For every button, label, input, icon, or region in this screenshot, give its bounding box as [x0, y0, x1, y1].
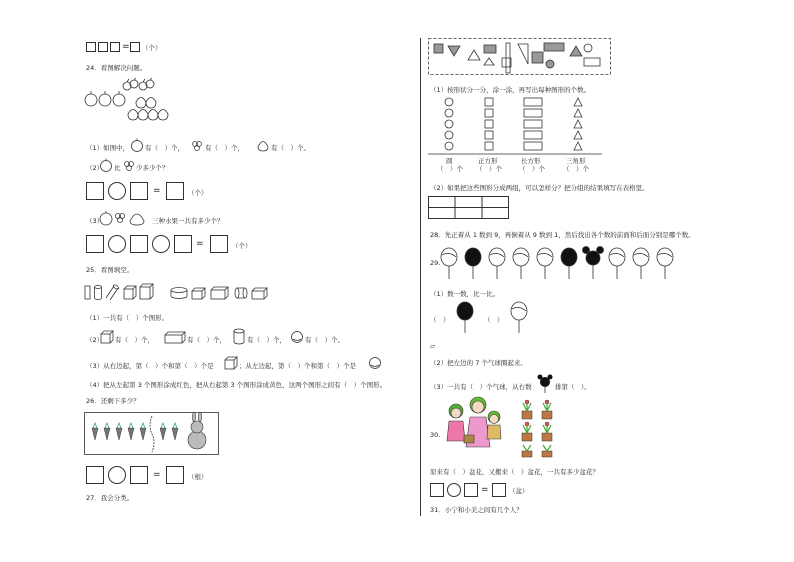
small-mark: ▱ — [430, 342, 435, 350]
q25-p2-cylinder-count: 有（ ）个， — [247, 336, 286, 344]
answer-box[interactable] — [86, 182, 104, 200]
count-blank[interactable]: （ ）个 — [476, 165, 502, 173]
q27-p1: （1）按形状分一分，涂一涂，再写出每种图形的个数。 — [430, 86, 591, 94]
striped-balloon-icon — [509, 300, 529, 334]
q24-p3-prefix: （3） — [86, 217, 104, 225]
sphere-icon — [368, 356, 382, 370]
cube-icon — [224, 356, 238, 370]
fruit-illustration — [84, 78, 174, 136]
balloon-row — [440, 246, 690, 280]
unit-label: （个） — [232, 242, 252, 250]
answer-box[interactable] — [430, 483, 444, 497]
shape-count-chart — [428, 96, 604, 156]
operator-circle[interactable] — [108, 235, 126, 253]
answer-box[interactable] — [86, 42, 96, 52]
q24-p3-suffix: 三种水果一共有多少个？ — [152, 217, 224, 225]
answer-box[interactable] — [98, 42, 108, 52]
q29-p3: （3）一共有（ ）个气球，从右数 — [430, 383, 532, 391]
q25-p3: （3）从右边起，第（ ）个和第（ ）个是 — [86, 362, 214, 370]
column-divider — [420, 38, 421, 516]
apple-icon — [99, 158, 113, 172]
count-blank[interactable]: （ ）个 — [437, 165, 463, 173]
q27-title: 27．我会分类。 — [86, 494, 134, 502]
count-blank[interactable]: （ ） — [430, 316, 450, 324]
q29-p2: （2）把左边的 7 个气球圈起来。 — [430, 359, 527, 367]
unit-label: （盆） — [509, 487, 529, 495]
q24-p2-suffix: 少多少个？ — [136, 164, 169, 172]
q26-title: 26．还剩下多少？ — [86, 397, 140, 405]
operator-circle[interactable] — [108, 466, 126, 484]
equals-sign: = — [481, 485, 489, 495]
q25-p2-prefix: （2） — [86, 336, 104, 344]
answer-box[interactable] — [130, 466, 148, 484]
answer-box[interactable] — [174, 235, 192, 253]
q29-p1: （1）数一数，比一比。 — [430, 290, 500, 298]
peach-icon — [256, 138, 270, 152]
fruit-icons-row — [98, 210, 154, 226]
bear-balloon-icon — [537, 373, 553, 393]
q29-number: 29. — [430, 259, 441, 267]
mixed-shapes-box — [428, 38, 612, 76]
sphere-icon — [290, 330, 304, 344]
carrot-illustration — [84, 412, 220, 456]
answer-box[interactable] — [130, 235, 148, 253]
equals-sign: = — [153, 470, 161, 480]
q24-p1-grape-count: 有（ ）个， — [205, 144, 244, 152]
cuboid-icon — [164, 330, 186, 344]
equals-sign: = — [153, 186, 161, 196]
q25-p2-cuboid-count: 有（ ）个， — [187, 336, 226, 344]
q27-p2: （2）如果把这些图形分成两组，可以怎样分？把分组的结果填写在表格里。 — [430, 184, 649, 192]
operator-circle[interactable] — [447, 483, 461, 497]
answer-box[interactable] — [86, 466, 104, 484]
q31-text: 31．小宁和小美之间有几个人？ — [430, 506, 523, 514]
q24-p2-compare: 比 — [114, 164, 121, 172]
q28-text: 28．先正着从 1 数到 9，再倒着从 9 数到 1，然后找出各个数的前面和后面分别是哪个数。 — [430, 231, 695, 239]
count-blank[interactable]: （ ）个 — [563, 165, 589, 173]
q30-number: 30. — [430, 431, 441, 439]
answer-box[interactable] — [166, 182, 184, 200]
answer-box[interactable] — [110, 42, 120, 52]
cylinder-icon — [232, 328, 246, 346]
label-triangle: 三角形 — [566, 157, 586, 165]
answer-box[interactable] — [130, 42, 140, 52]
label-rectangle: 长方形 — [521, 157, 541, 165]
operator-circle[interactable] — [152, 235, 170, 253]
count-blank[interactable]: （ ）个 — [519, 165, 545, 173]
unit-label: （个） — [188, 189, 208, 197]
q25-p1: （1）一共有（ ）个图形。 — [86, 314, 169, 322]
unit-label: （个） — [142, 44, 162, 52]
q24-p2-prefix: （2） — [86, 164, 104, 172]
black-balloon-icon — [455, 300, 475, 334]
answer-box[interactable] — [492, 483, 506, 497]
q29-p3-continued: 排第（ ）。 — [555, 383, 591, 391]
solid-shapes-row — [84, 282, 274, 302]
cube-icon — [100, 330, 114, 344]
answer-box[interactable] — [166, 466, 184, 484]
answer-box[interactable] — [210, 235, 228, 253]
operator-circle[interactable] — [108, 182, 126, 200]
q25-p4: （4）把从左起第 3 个图形涂成红色，把从右起第 3 个图形涂成黄色，这两个图形之间有（ ）个图形。 — [86, 381, 387, 389]
q24-p1-apple-count: 有（ ）个， — [145, 144, 184, 152]
count-blank[interactable]: （ ） — [484, 316, 504, 324]
q30-text: 原来有（ ）盆花，又搬来（ ）盆花，一共有多少盆花？ — [430, 468, 599, 476]
q24-title: 24．看图解决问题。 — [86, 64, 147, 72]
apple-icon — [130, 138, 144, 152]
answer-box[interactable] — [464, 483, 478, 497]
q25-p2-sphere-count: 有（ ）个。 — [305, 336, 344, 344]
equals-sign: = — [122, 42, 130, 52]
equals-sign: = — [196, 239, 204, 249]
label-circle: 圆 — [446, 157, 453, 165]
answer-box[interactable] — [130, 182, 148, 200]
grape-icon — [122, 158, 136, 172]
grape-icon — [190, 138, 204, 152]
q25-title: 25．看图填空。 — [86, 266, 134, 274]
girls-flowers-illustration — [444, 397, 574, 459]
q24-p1-prefix: （1）如图中， — [86, 144, 130, 152]
q25-p2-cube-count: 有（ ）个， — [115, 336, 154, 344]
q24-p1-peach-count: 有（ ）个。 — [271, 144, 310, 152]
label-square: 正方形 — [478, 157, 498, 165]
grouping-table[interactable] — [428, 196, 510, 220]
answer-box[interactable] — [86, 235, 104, 253]
q25-p3-continued: ；从左边起，第（ ）个和第（ ）个是 — [239, 362, 356, 370]
unit-label: （根） — [188, 473, 208, 481]
